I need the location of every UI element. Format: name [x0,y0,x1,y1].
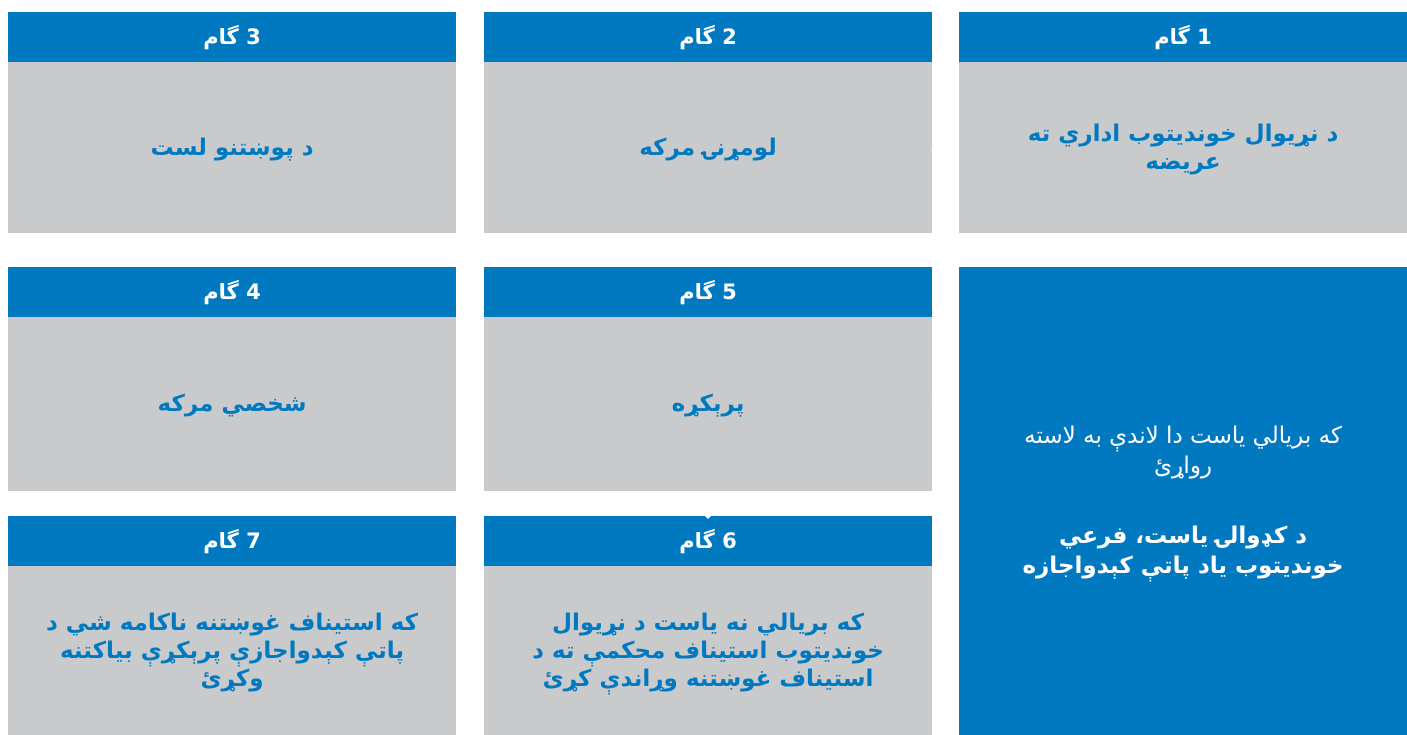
step-5-box [484,267,932,491]
step-6-label: 6 گام [484,516,932,566]
step-4-label: 4 گام [8,267,456,317]
step-2-text: لومړنۍ مرکه [639,134,777,161]
step-7-text: که استیناف غوښتنه ناکامه شي د پاتې کېدواجازې پرېکړې بیاکتنه وکړئ [45,609,419,692]
step-3-label: 3 گام [8,12,456,62]
arrow-step5-to-step4 [456,372,484,428]
step-4-box [8,267,456,491]
arrow-note-to-step5 [931,372,959,428]
step-6-text: که بریالي نه یاست د نړیوال خوندیتوب استیناف محکمې ته د استیناف غوښتنه وړاندې کړئ [532,609,884,692]
step-1-label: 1 گام [959,12,1407,62]
outcome-note-box [959,267,1407,735]
step-3-box [8,12,456,233]
step-1-text: د نړیوال خوندیتوب اداري ته عریضه [1027,120,1339,175]
step-3-text: د پوښتنو لست [150,134,314,161]
step-5-text: پرېکړه [671,391,745,417]
step-2-box [484,12,932,233]
outcome-note-intro: که بریالي یاست دا لاندې به لاسته رواړئ [1024,423,1342,479]
step-7-label: 7 گام [8,516,456,566]
arrow-step2-to-step3 [456,122,484,178]
outcome-note-statuses: د کډوالۍ یاست، فرعي خوندیتوب یاد پاتې کېدواجازه [1022,523,1344,579]
step-1-box [959,12,1407,233]
step-5-label: 5 گام [484,267,932,317]
step-2-label: 2 گام [484,12,932,62]
arrow-step5-to-step6 [680,491,736,519]
arrow-step6-to-step7 [456,618,484,674]
arrow-step3-to-step4 [205,233,261,261]
arrow-step1-to-step2 [931,122,959,178]
step-6-box [484,516,932,735]
step-4-text: شخصي مرکه [157,391,307,417]
step-7-box [8,516,456,735]
